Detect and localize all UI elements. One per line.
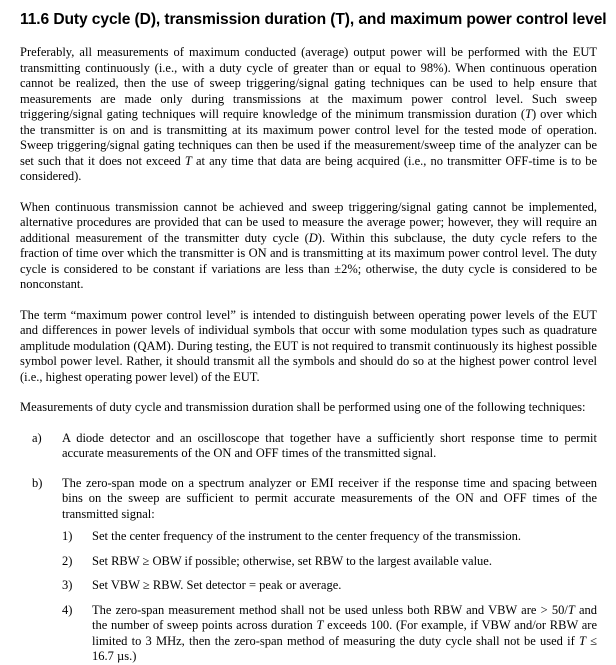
list-item-diode-detector: a) A diode detector and an oscilloscope that together have a sufficiently short response time to permit accurate measurements of the ON and OFF times of the transmitted signal.: [32, 430, 597, 460]
step-zero-span-limit: 4) The zero-span measurement method shall not be used unless both RBW and VBW are > 50/T and the number of sweep points across duration T exceeds 100. (For example, if VBW and/or RBW are limited to 3 MHz, then the zero-span method of measuring the duty cycle shall not be used if T ≤ 16.7 µs.): [62, 602, 597, 663]
step-label: 4): [62, 602, 73, 617]
document-page: [20, 0, 607, 665]
paragraph-duty-cycle: When continuous transmission cannot be achieved and sweep triggering/signal gating cannot be implemented, alternative procedures are provided that can be used to measure the average power; however, they will require an additional measurement of the transmitter duty cycle (D). Within this subclause, the duty cycle refers to the fraction of time over which the transmitter is ON and is transmitting at its maximum power control level. The duty cycle is considered to be constant if variations are less than ±2%; otherwise, the duty cycle is considered to be nonconstant.: [20, 199, 598, 291]
paragraph-measurement-conditions: Preferably, all measurements of maximum conducted (average) output power will be performed with the EUT transmitting continuously (i.e., with a duty cycle of greater than or equal to 98%). When continuous operation cannot be realized, then the use of sweep triggering/signal gating techniques can be used to help ensure that measurements are made only during transmissions at the maximum power control level. Such sweep triggering/signal gating techniques will require knowledge of the minimum transmission duration (T) over which the transmitter is on and is transmitting at its maximum power control level for the tested mode of operation. Sweep triggering/signal gating techniques can then be used if the measurement/sweep time of the analyzer can be set such that it does not exceed T at any time that data are being acquired (i.e., no transmitter OFF-time is to be considered).: [20, 45, 597, 183]
paragraph-max-power-control-level: The term “maximum power control level” is intended to distinguish between operating power levels of the EUT and differences in power levels of individual symbols that occur with some modulation types such as quadrature amplitude modulation (QAM). During testing, the EUT is not required to transmit continuously its highest possible symbol power level. Rather, it should transmit all the symbols and should do so at the highest power control level (i.e., highest operating power level) of the EUT.: [20, 307, 597, 384]
techniques-list: [20, 431, 597, 665]
step-set-center-frequency: 1) Set the center frequency of the instrument to the center frequency of the transmission.: [62, 529, 522, 543]
step-label: 2): [62, 553, 73, 568]
step-label: 3): [62, 578, 73, 592]
list-label: b): [32, 475, 43, 490]
step-set-vbw: 3) Set VBW ≥ RBW. Set detector = peak or average.: [62, 578, 342, 592]
list-item-zero-span: b) The zero-span mode on a spectrum analyzer or EMI receiver if the response time and spacing between bins on the sweep are sufficient to permit accurate measurements of the ON and OFF times of the transmitted signal:: [32, 475, 597, 521]
paragraph-techniques-intro: Measurements of duty cycle and transmission duration shall be performed using one of the following techniques:: [20, 400, 586, 414]
step-set-rbw: 2) Set RBW ≥ OBW if possible; otherwise, set RBW to the largest available value.: [62, 553, 492, 568]
section-heading: 11.6 Duty cycle (D), transmission duration (T), and maximum power control level: [20, 11, 607, 28]
step-label: 1): [62, 529, 73, 543]
list-label: a): [32, 430, 42, 445]
